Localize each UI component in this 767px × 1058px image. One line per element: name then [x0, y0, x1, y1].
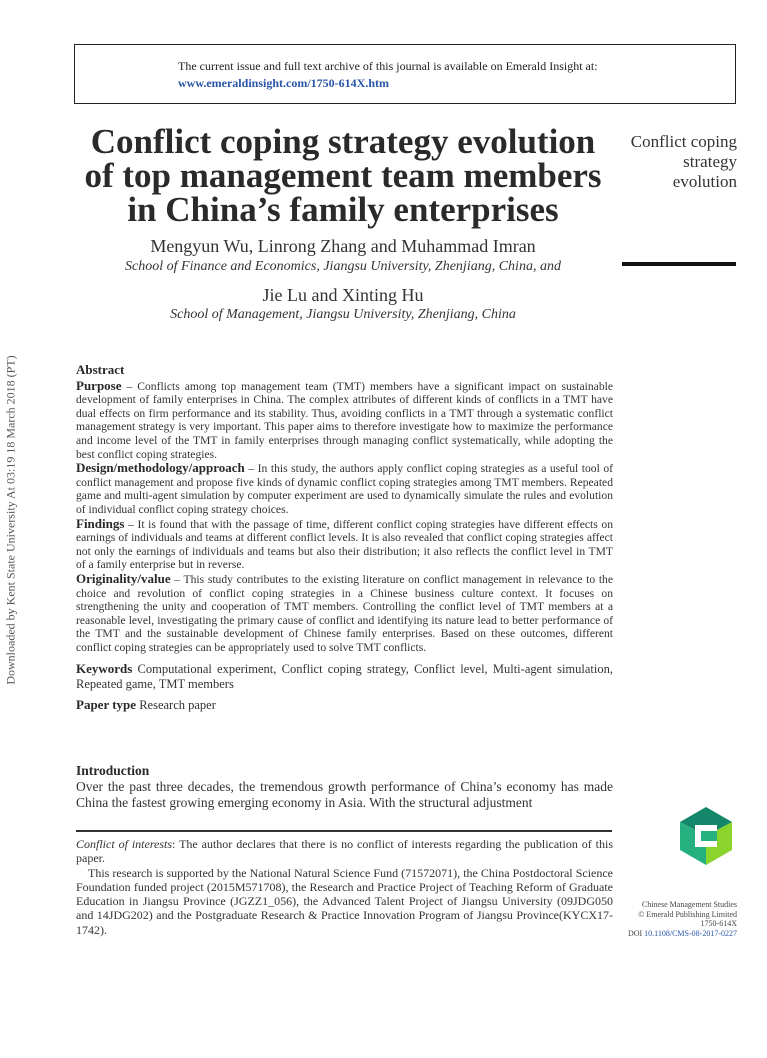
- footnote: [76, 837, 613, 937]
- abstract-purpose: [76, 379, 613, 462]
- article-title: [70, 122, 616, 229]
- running-title-line-2: strategy: [683, 152, 737, 171]
- running-title: [600, 132, 737, 192]
- findings-label: Findings: [76, 515, 125, 531]
- purpose-label: Purpose: [76, 377, 122, 393]
- originality-text: – This study contributes to the existing literature on conflict management in relevance to the choice and revolution of conflict coping strategies in a Chinese business culture context. It focuses on strengthening the unity and cooperation of TMT members. Controlling the conflict level of TMT members at a reasonable level, investigating the primary cause of conflict and identifying its nature lead to better performance of the TMT and the sustainable development of Chinese family enterprises. Based on these outcomes, different conflict coping strategies can be appropriately used to solve TMT conflicts.: [76, 572, 613, 654]
- abstract-findings: [76, 517, 613, 572]
- running-title-rule: [622, 262, 736, 266]
- abstract-design: [76, 461, 613, 516]
- publication-info: [600, 900, 737, 938]
- journal-access-box: [74, 44, 736, 104]
- findings-text: – It is found that with the passage of time, different conflict coping strategies have different effects on earnings of individuals and teams at different conflict levels. It is also revealed that conflict coping strategies affect not only the earnings of individuals and teams but also their distribution; it also reflects the conflict level in TMT of a family enterprise but in reverse.: [76, 517, 613, 572]
- paper-type: [76, 698, 613, 713]
- paper-type-text: Research paper: [136, 698, 216, 713]
- conflict-statement: [76, 837, 613, 866]
- abstract-heading: Abstract: [76, 362, 125, 377]
- keywords-label: Keywords: [76, 661, 133, 677]
- introduction-text: Over the past three decades, the tremendous growth performance of China’s economy has made China the fastest growing emerging economy in Asia. With the structural adjustment: [76, 779, 613, 810]
- funding-statement: This research is supported by the National Natural Science Fund (71572071), the China Postdoctoral Science Foundation funded project (2015M571708), the Research and Practice Project of Teaching Reform of Graduate Education in Jiangsu Province (JGZZ1_056), the Advanced Talent Project of Jiangsu University (09JDG050 and 14JDG202) and the Postgraduate Research & Practice Innovation Program of Jiangsu Province(KYCX17-1742).: [76, 865, 613, 937]
- affiliation-1: School of Finance and Economics, Jiangsu University, Zhenjiang, China, and: [125, 259, 561, 274]
- running-title-line-3: evolution: [672, 172, 737, 191]
- journal-logo-icon: [678, 806, 734, 866]
- conflict-text: : The author declares that there is no conflict of interests regarding the publication of this paper.: [76, 837, 614, 866]
- access-notice: The current issue and full text archive of this journal is available on Emerald Insight at:: [178, 59, 598, 73]
- introduction-heading: Introduction: [76, 763, 150, 778]
- footnote-rule: [76, 830, 612, 832]
- journal-name: Chinese Management Studies: [641, 900, 737, 909]
- keywords: [76, 661, 613, 692]
- abstract-originality: [76, 572, 613, 655]
- publisher: © Emerald Publishing Limited: [638, 909, 737, 919]
- download-stamp-text: Downloaded by Kent State University At 03:19 18 March 2018 (PT): [3, 355, 18, 685]
- conflict-label: Conflict of interests: [76, 837, 173, 851]
- author-group-2: Jie Lu and Xinting Hu: [262, 285, 424, 305]
- design-label: Design/methodology/approach: [76, 460, 245, 476]
- doi-label: DOI: [627, 928, 645, 938]
- title-line-1: Conflict coping strategy evolution: [90, 122, 596, 161]
- issn: 1750-614X: [700, 919, 737, 928]
- paper-type-label: Paper type: [76, 697, 137, 713]
- author-group-1: Mengyun Wu, Linrong Zhang and Muhammad Imran: [150, 236, 536, 256]
- design-text: – In this study, the authors apply conflict coping strategies as a useful tool of conflict management and propose five kinds of dynamic conflict coping strategies among TMT members. Repeated game and multi-agent simulation by computer experiment are used to dynamically simulate the rules and evolution of individual conflict coping strategy choices.: [76, 462, 613, 516]
- title-line-3: in China’s family enterprises: [127, 190, 559, 229]
- title-line-2: of top management team members: [84, 156, 602, 195]
- abstract-section: [76, 363, 613, 713]
- purpose-text: – Conflicts among top management team (TMT) members have a significant impact on sustainable development of family enterprises in China. The complex attributes of different kinds of conflicts in a TMT have dual effects on firm performance and its stability. Thus, avoiding conflicts in a TMT through a systematic conflict management strategy is very important. This paper aims to therefore investigate how to maximize the performance and income level of the TMT in family enterprises through managing conflict systematically, while adopting the best conflict coping strategies.: [76, 379, 613, 461]
- keywords-text: Computational experiment, Conflict coping strategy, Conflict level, Multi-agent simulation, Repeated game, TMT members: [76, 662, 613, 692]
- doi-line: [600, 929, 737, 939]
- affiliation-2: School of Management, Jiangsu University, Zhenjiang, China: [170, 307, 516, 322]
- download-stamp: [0, 330, 22, 710]
- running-title-line-1: Conflict coping: [630, 132, 737, 151]
- doi-link[interactable]: 10.1108/CMS-08-2017-0227: [644, 928, 737, 938]
- originality-label: Originality/value: [76, 570, 171, 586]
- journal-url-link[interactable]: www.emeraldinsight.com/1750-614X.htm: [178, 76, 389, 90]
